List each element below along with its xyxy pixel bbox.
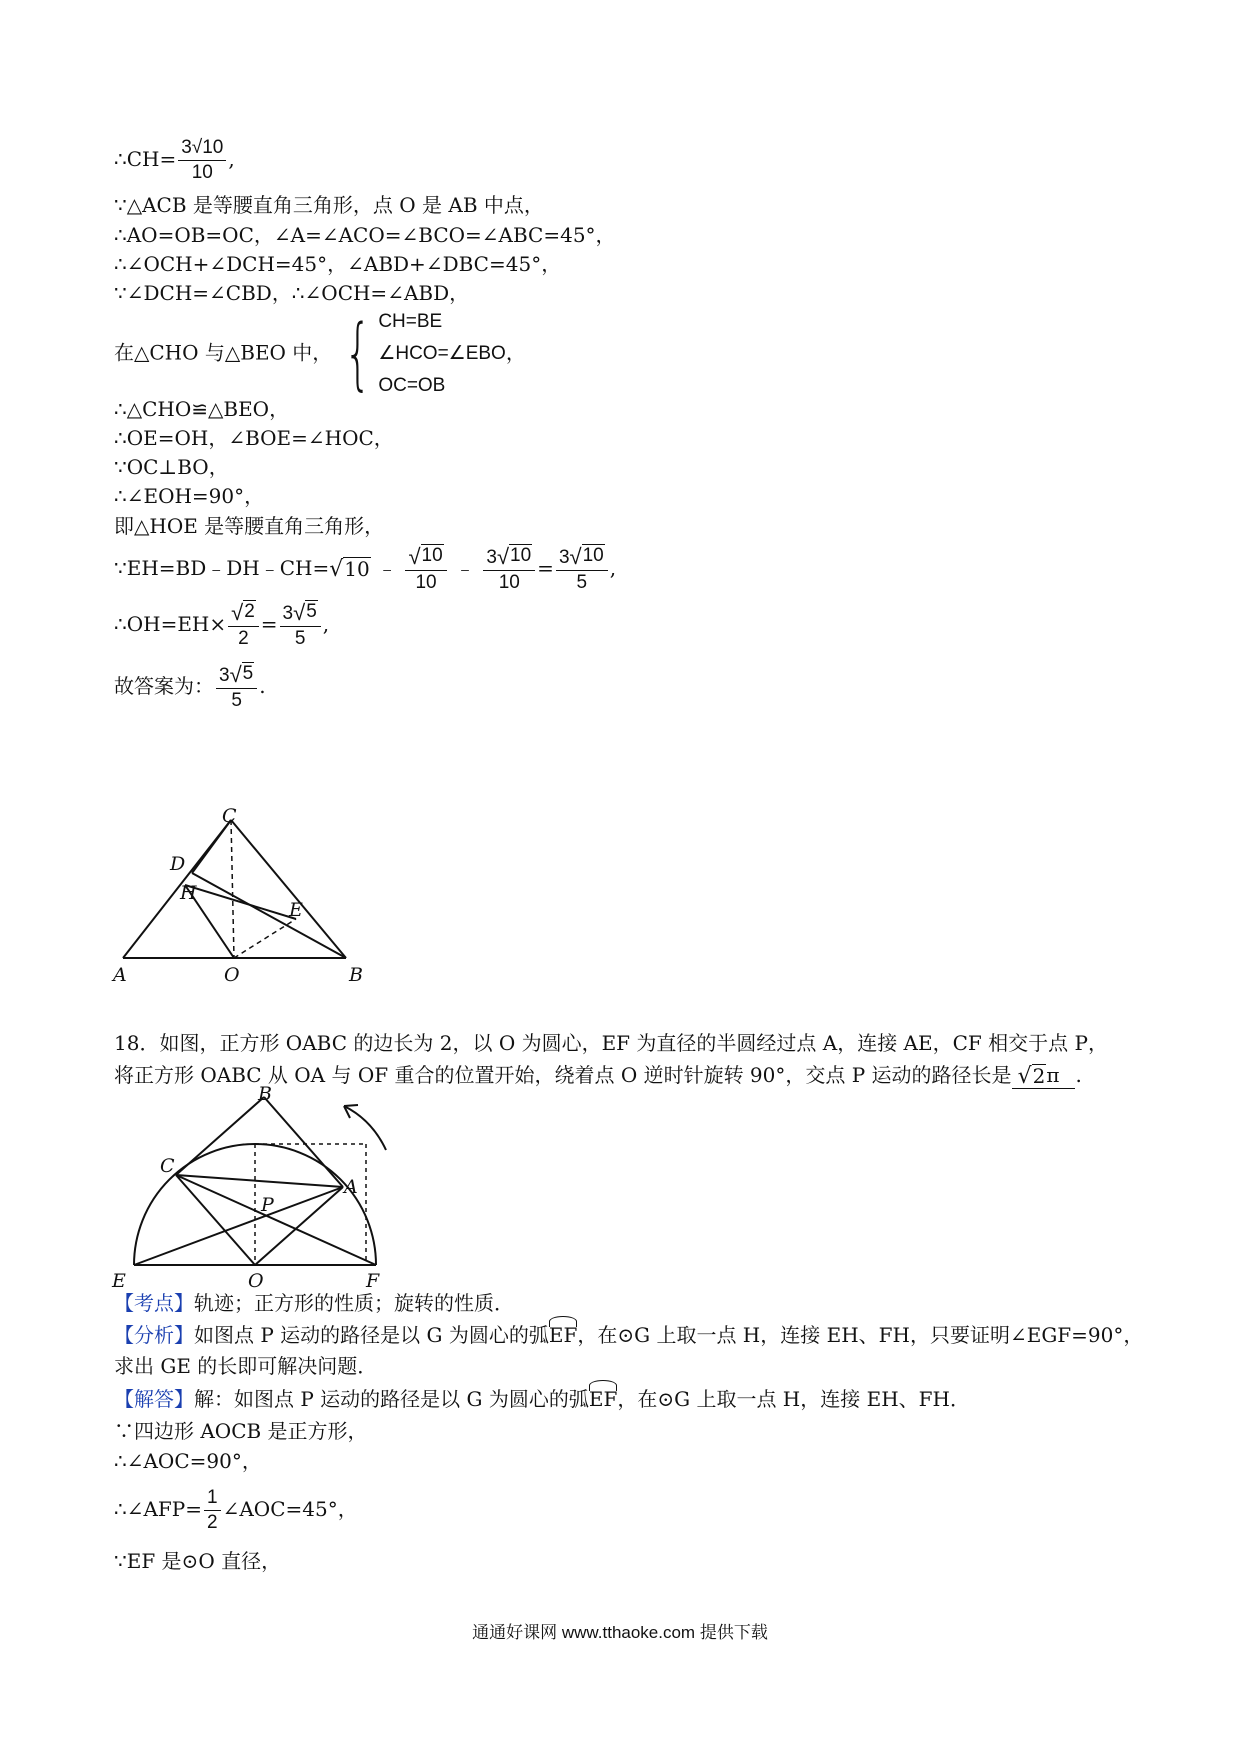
line-7: ∴△CHO≌△BEO， <box>114 397 290 421</box>
text: ∴OH=EH× <box>114 612 227 636</box>
line-answer <box>114 662 266 713</box>
line-oh <box>114 600 329 651</box>
line-5: ∵∠DCH=∠CBD，∴∠OCH=∠ABD， <box>114 281 470 305</box>
q18-line1: 18．如图，正方形 OABC 的边长为 2，以 O 为圆心，EF 为直径的半圆经过点 A，连接 AE，CF 相交于点 P， <box>114 1031 1108 1055</box>
sqrt: √ 10 <box>329 557 370 582</box>
segment-ba <box>264 1097 343 1187</box>
text: ∠AOC=45°， <box>222 1497 358 1521</box>
jieda-line <box>114 1386 970 1412</box>
label-a: A <box>113 964 127 986</box>
line-system <box>114 306 526 402</box>
text: ﹣ <box>455 556 476 580</box>
segment-oc <box>176 1175 255 1265</box>
text: . <box>1075 1063 1082 1087</box>
semicircle-figure <box>110 1085 400 1295</box>
step-4: ∵EF 是⊙O 直径， <box>114 1549 282 1573</box>
equation-system <box>339 306 506 402</box>
label-c: C <box>160 1155 175 1177</box>
text: ，在⊙G 上取一点 H，连接 EH、FH． <box>617 1387 970 1411</box>
numerator: 3√10 <box>178 136 226 161</box>
text: = <box>537 556 554 580</box>
system-row: CH=BE <box>378 311 443 332</box>
kaodian-line <box>114 1290 514 1316</box>
text: 如图点 P 运动的路径是以 G 为圆心的弧 <box>194 1323 549 1347</box>
text: ∴∠AFP= <box>114 1497 203 1521</box>
label-o: O <box>248 1270 264 1292</box>
segment-he <box>185 885 296 919</box>
line-10: ∴∠EOH=90°， <box>114 484 265 508</box>
label-e: E <box>112 1270 126 1292</box>
answer-blank: √ 2 π <box>1012 1062 1076 1089</box>
coef: 3 <box>486 547 497 568</box>
text: , <box>228 147 235 171</box>
fenxi-tag: 【分析】 <box>114 1323 194 1347</box>
label-b: B <box>349 964 363 986</box>
text: 故答案为： <box>114 674 214 698</box>
footer: 通通好课网 www.tthaoke.com 提供下载 <box>472 1623 768 1642</box>
text: 将正方形 OABC 从 OA 与 OF 重合的位置开始，绕着点 O 逆时针旋转 90°，交点 P 运动的路径长是 <box>114 1063 1012 1087</box>
fraction: 3 √ 5 5 <box>216 662 257 713</box>
label-b: B <box>258 1085 272 1105</box>
brace: { <box>343 309 372 399</box>
step-3 <box>114 1486 358 1535</box>
radicand: 10 <box>510 545 532 566</box>
text: ，在⊙G 上取一点 H，连接 EH、FH，只要证明∠EGF=90°， <box>577 1323 1144 1347</box>
fraction: 3 √ 5 5 <box>280 600 321 651</box>
fraction <box>178 136 226 185</box>
coef: 3 <box>219 665 230 686</box>
label-d: D <box>170 853 186 875</box>
text: 解：如图点 P 运动的路径是以 G 为圆心的弧 <box>194 1387 589 1411</box>
denominator: 2 <box>238 628 249 649</box>
line-11: 即△HOE 是等腰直角三角形， <box>114 514 385 538</box>
fenxi-line2: 求出 GE 的长即可解决问题． <box>114 1354 378 1378</box>
fraction: 3 √ 10 5 <box>556 544 608 595</box>
label-c: C <box>222 805 237 827</box>
label-f: F <box>366 1270 380 1292</box>
segment-db <box>192 873 346 958</box>
radicand: 5 <box>242 663 254 684</box>
system-row: ∠HCO=∠EBO <box>378 343 506 364</box>
text: ， <box>505 340 526 365</box>
radicand: 5 <box>306 601 317 622</box>
line-eh <box>114 544 616 595</box>
text: , <box>609 556 617 580</box>
denominator: 10 <box>498 572 520 593</box>
radicand: 10 <box>421 545 443 566</box>
denominator: 5 <box>294 628 306 649</box>
triangle-figure <box>110 805 380 990</box>
radicand: 2 <box>1032 1064 1046 1088</box>
arc-ef: EF <box>548 1323 578 1347</box>
denominator: 10 <box>191 162 213 183</box>
arc-ef: EF <box>588 1387 618 1411</box>
line-8: ∴OE=OH，∠BOE=∠HOC， <box>114 426 394 450</box>
numerator: 1 <box>204 1486 221 1511</box>
rotation-arc <box>344 1106 386 1150</box>
denominator: 10 <box>415 572 437 593</box>
fraction <box>204 1486 221 1535</box>
text: . <box>259 674 266 698</box>
denominator: 5 <box>231 690 242 711</box>
line-2: ∵△ACB 是等腰直角三角形，点 O 是 AB 中点， <box>114 193 544 217</box>
line-3: ∴AO=OB=OC，∠A=∠ACO=∠BCO=∠ABC=45°， <box>114 223 616 247</box>
jieda-tag: 【解答】 <box>114 1387 194 1411</box>
radicand: 2 <box>244 601 255 622</box>
denominator: 5 <box>576 572 588 593</box>
text: ∵EH=BD﹣DH﹣CH= <box>114 556 330 580</box>
label-h: H <box>180 882 197 904</box>
text: ∴CH= <box>114 147 177 171</box>
radicand: 10 <box>344 557 370 581</box>
step-2: ∴∠AOC=90°， <box>114 1449 262 1473</box>
radicand: 10 <box>582 545 604 566</box>
coef: 3 <box>282 603 294 624</box>
pi: π <box>1046 1063 1060 1087</box>
line-4: ∴∠OCH+∠DCH=45°，∠ABD+∠DBC=45°， <box>114 252 562 276</box>
system-row: OC=OB <box>378 375 446 396</box>
fenxi-line <box>114 1322 1143 1348</box>
fraction: √ 2 2 <box>228 600 259 651</box>
fraction: √ 10 10 <box>405 544 446 595</box>
segment-cb <box>231 820 346 958</box>
coef: 3 <box>558 547 570 568</box>
segment-dc <box>192 820 231 873</box>
kaodian-tag: 【考点】 <box>114 1291 194 1315</box>
label-o: O <box>224 964 240 986</box>
text: 在△CHO 与△BEO 中， <box>114 340 333 365</box>
line-ch <box>114 136 235 185</box>
step-1: ∵四边形 AOCB 是正方形， <box>114 1419 368 1443</box>
text: ﹣ <box>377 556 398 580</box>
line-9: ∵OC⊥BO， <box>114 455 229 479</box>
segment-co <box>231 820 234 958</box>
label-p: P <box>261 1194 274 1216</box>
label-e: E <box>289 899 303 921</box>
segment-cb <box>176 1097 264 1175</box>
text: , <box>322 612 330 636</box>
fraction: 3 √ 10 10 <box>483 544 535 595</box>
text: 轨迹；正方形的性质；旋转的性质． <box>194 1291 514 1315</box>
segment-ae <box>134 1187 343 1265</box>
denominator: 2 <box>207 1512 218 1533</box>
label-a: A <box>344 1176 358 1198</box>
text: = <box>260 612 278 636</box>
